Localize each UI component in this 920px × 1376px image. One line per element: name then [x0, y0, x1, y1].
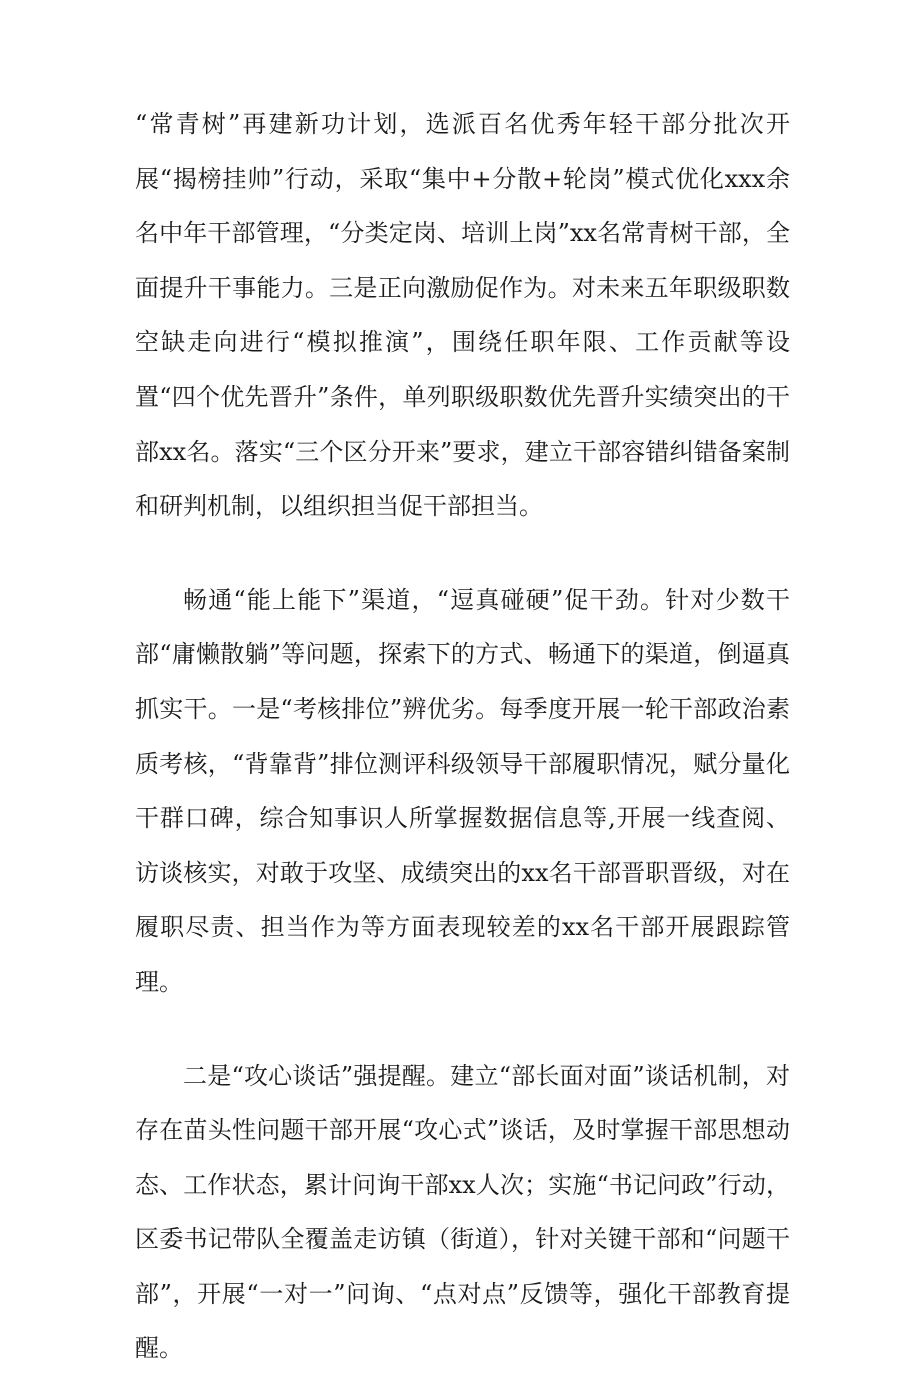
paragraph-2: 畅通“能上能下”渠道，“逗真碰硬”促干劲。针对少数干部“庸懒散躺”等问题，探索下的方式、畅通下的渠道，倒逼真抓实干。一是“考核排位”辨优劣。每季度开展一轮干部政治素质考核，“背靠背”排位测评科级领导干部履职情况，赋分量化干群口碑，综合知事识人所掌握数据信息等,开展一线查阅、访谈核实，对敢于攻坚、成绩突出的xx名干部晋职晋级，对在履职尽责、担当作为等方面表现较差的xx名干部开展跟踪管理。	[135, 573, 790, 1010]
paragraph-1: “常青树”再建新功计划，选派百名优秀年轻干部分批次开展“揭榜挂帅”行动，采取“集中+分散+轮岗”模式优化xxx余名中年干部管理，“分类定岗、培训上岗”xx名常青树干部，全面提升干事能力。三是正向激励促作为。对未来五年职级职数空缺走向进行“模拟推演”，围绕任职年限、工作贡献等设置“四个优先晋升”条件，单列职级职数优先晋升实绩突出的干部xx名。落实“三个区分开来”要求，建立干部容错纠错备案制和研判机制，以组织担当促干部担当。	[135, 97, 790, 534]
paragraph-3: 二是“攻心谈话”强提醒。建立“部长面对面”谈话机制，对存在苗头性问题干部开展“攻心式”谈话，及时掌握干部思想动态、工作状态，累计问询干部xx人次；实施“书记问政”行动，区委书记带队全覆盖走访镇（街道），针对关键干部和“问题干部”，开展“一对一”问询、“点对点”反馈等，强化干部教育提醒。	[135, 1049, 790, 1376]
document-body	[135, 97, 790, 1376]
